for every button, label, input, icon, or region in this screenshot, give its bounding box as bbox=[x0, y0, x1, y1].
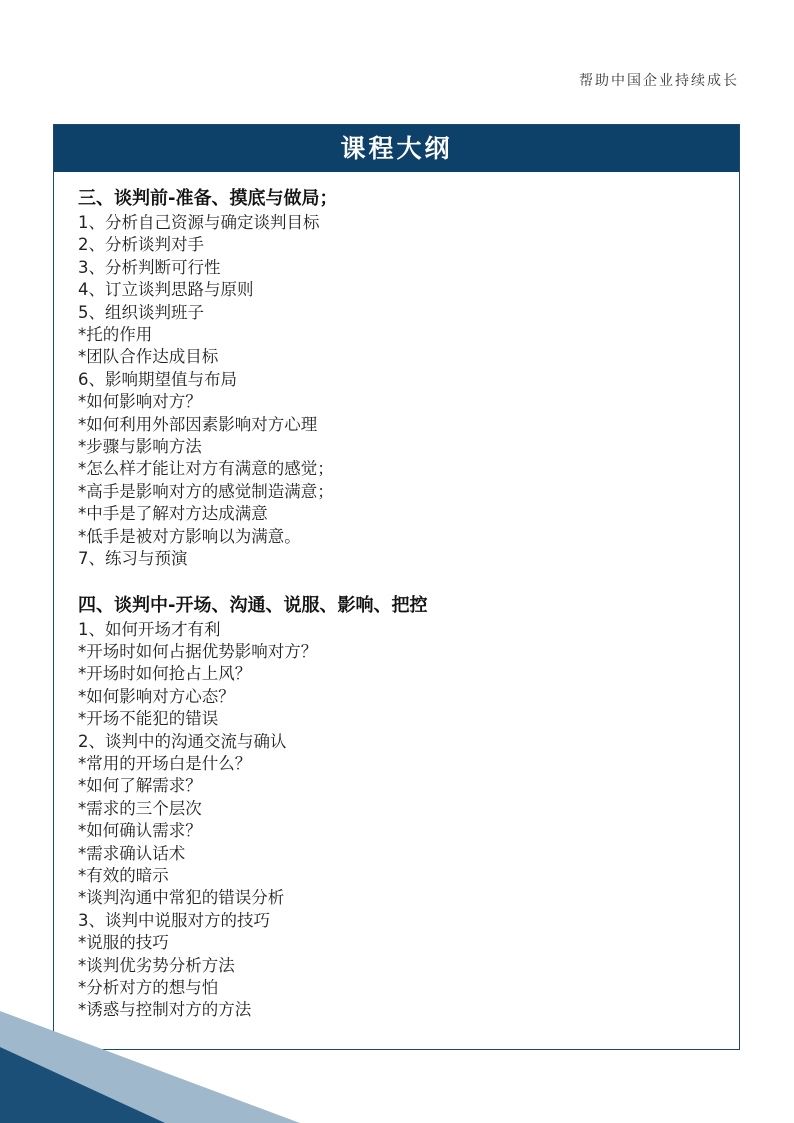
outline-item: 5、组织谈判班子 bbox=[78, 302, 204, 322]
card-body bbox=[54, 172, 739, 1022]
outline-item: 1、如何开场才有利 bbox=[78, 619, 221, 639]
course-outline-card bbox=[53, 124, 740, 1050]
section-heading: 三、谈判前-准备、摸底与做局； bbox=[78, 188, 338, 209]
outline-item: 4、订立谈判思路与原则 bbox=[78, 280, 254, 300]
outline-item: *谈判沟通中常犯的错误分析 bbox=[78, 888, 285, 908]
outline-item: *常用的开场白是什么？ bbox=[78, 753, 252, 773]
outline-item: 2、分析谈判对手 bbox=[78, 235, 204, 255]
outline-item: 3、谈判中说服对方的技巧 bbox=[78, 910, 270, 930]
outline-item: *中手是了解对方达成满意 bbox=[78, 504, 268, 524]
outline-section bbox=[78, 593, 739, 1022]
outline-item: *需求的三个层次 bbox=[78, 798, 202, 818]
card-title: 课程大纲 bbox=[340, 134, 453, 163]
outline-item: *如何影响对方？ bbox=[78, 392, 202, 412]
outline-item: *需求确认话术 bbox=[78, 843, 186, 863]
card-header bbox=[54, 125, 739, 172]
outline-item: *如何利用外部因素影响对方心理 bbox=[78, 414, 318, 434]
corner-decoration bbox=[0, 1011, 300, 1123]
outline-item: *开场不能犯的错误 bbox=[78, 709, 219, 729]
outline-item: *如何确认需求？ bbox=[78, 821, 202, 841]
outline-item: *开场时如何占据优势影响对方？ bbox=[78, 641, 318, 661]
outline-item: 6、影响期望值与布局 bbox=[78, 369, 237, 389]
company-tagline: 帮助中国企业持续成长 bbox=[579, 73, 739, 89]
outline-item: *步骤与影响方法 bbox=[78, 437, 202, 457]
outline-item: *高手是影响对方的感觉制造满意； bbox=[78, 481, 334, 501]
outline-item: *如何了解需求？ bbox=[78, 776, 202, 796]
outline-item: 2、谈判中的沟通交流与确认 bbox=[78, 731, 287, 751]
outline-item: 7、练习与预演 bbox=[78, 549, 188, 569]
outline-item: *如何影响对方心态？ bbox=[78, 686, 235, 706]
outline-item: *分析对方的想与怕 bbox=[78, 978, 219, 997]
outline-item: *低手是被对方影响以为满意。 bbox=[78, 526, 301, 546]
outline-item: *说服的技巧 bbox=[78, 933, 169, 953]
outline-item: 3、分析判断可行性 bbox=[78, 257, 221, 277]
outline-item: *开场时如何抢占上风？ bbox=[78, 664, 252, 684]
outline-item: 1、分析自己资源与确定谈判目标 bbox=[78, 213, 320, 232]
outline-item: *怎么样才能让对方有满意的感觉； bbox=[78, 459, 334, 479]
outline-item: *诱惑与控制对方的方法 bbox=[78, 1000, 252, 1020]
outline-item: *谈判优劣势分析方法 bbox=[78, 955, 235, 975]
section-heading: 四、谈判中-开场、沟通、说服、影响、把控 bbox=[78, 594, 428, 616]
outline-section bbox=[78, 186, 739, 571]
outline-item: *托的作用 bbox=[78, 325, 153, 345]
outline-item: *团队合作达成目标 bbox=[78, 347, 219, 367]
outline-item: *有效的暗示 bbox=[78, 865, 169, 885]
